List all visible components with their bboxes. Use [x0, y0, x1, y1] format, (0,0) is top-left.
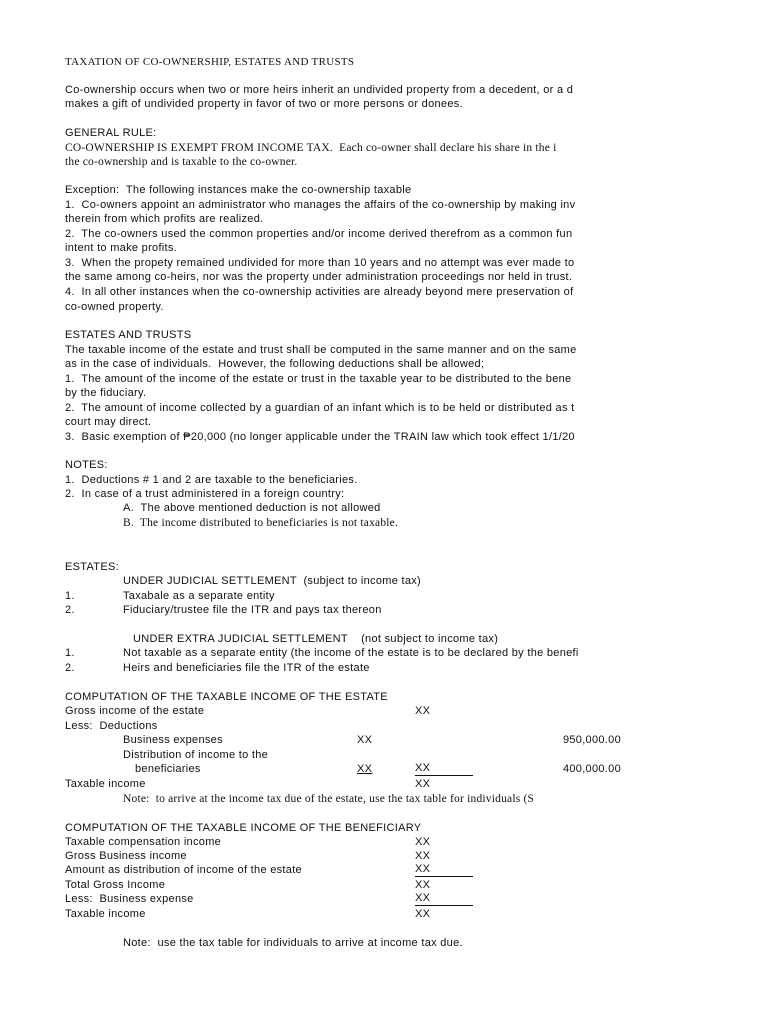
- row-amount: 950,000.00: [562, 734, 621, 746]
- row-value: XX: [415, 836, 431, 848]
- document-sheet: [65, 0, 621, 1024]
- row-label: Gross income of the estate: [65, 705, 205, 717]
- table-row: [65, 719, 621, 733]
- exception-heading: Exception: The following instances make the co-ownership taxable: [65, 184, 412, 196]
- notes-sub-item: B. The income distributed to beneficiaries is not taxable.: [123, 517, 399, 529]
- row-value: XX: [415, 778, 431, 790]
- estates-heading: ESTATES:: [65, 561, 119, 573]
- row-value: XX: [357, 734, 373, 746]
- list-item-text: Taxabale as a separate entity: [123, 590, 275, 602]
- estates-trusts-line: court may direct.: [65, 416, 152, 428]
- table-row: [65, 762, 621, 776]
- table-row: [65, 907, 621, 921]
- intro-line: makes a gift of undivided property in favor of two or more persons or donees.: [65, 98, 463, 110]
- table-row: [65, 748, 621, 762]
- beneficiary-computation-note: Note: use the tax table for individuals to arrive at income tax due.: [123, 937, 463, 949]
- row-value: XX: [415, 908, 431, 920]
- table-row: [65, 849, 621, 863]
- row-label: Less: Business expense: [65, 893, 194, 905]
- list-item-number: 2.: [65, 604, 75, 616]
- estates-trusts-line: The taxable income of the estate and trust shall be computed in the same manner and on the same: [65, 344, 577, 356]
- table-row: [65, 835, 621, 849]
- row-value: XX: [415, 762, 473, 776]
- row-label: beneficiaries: [135, 763, 201, 775]
- row-value: XX: [415, 863, 473, 877]
- page-title: TAXATION OF CO-OWNERSHIP, ESTATES AND TRUSTS: [65, 56, 355, 68]
- row-value: XX: [415, 879, 431, 891]
- general-rule-heading: GENERAL RULE:: [65, 127, 157, 139]
- table-row: [65, 892, 621, 906]
- exception-line: 1. Co-owners appoint an administrator who manages the affairs of the co-ownership by making inv: [65, 199, 576, 211]
- row-amount: 400,000.00: [562, 763, 621, 775]
- row-value: XX: [415, 892, 473, 906]
- table-row: [65, 863, 621, 877]
- exception-line: the same among co-heirs, nor was the property under administration proceedings nor held in trust.: [65, 271, 573, 283]
- row-label: Total Gross Income: [65, 879, 166, 891]
- estates-trusts-line: 1. The amount of the income of the estate or trust in the taxable year to be distributed to the bene: [65, 373, 572, 385]
- row-label: Distribution of income to the: [123, 749, 269, 761]
- exception-line: 4. In all other instances when the co-ownership activities are already beyond mere preservation of: [65, 286, 574, 298]
- row-label: Gross Business income: [65, 850, 187, 862]
- list-item-number: 2.: [65, 662, 75, 674]
- row-label: Business expenses: [123, 734, 223, 746]
- exception-line: therein from which profits are realized.: [65, 213, 264, 225]
- row-value: XX: [415, 705, 431, 717]
- notes-heading: NOTES:: [65, 459, 108, 471]
- row-label: Taxable income: [65, 778, 146, 790]
- row-label: Taxable compensation income: [65, 836, 222, 848]
- notes-line: 1. Deductions # 1 and 2 are taxable to the beneficiaries.: [65, 474, 358, 486]
- table-row: [65, 733, 621, 747]
- table-row: [65, 878, 621, 892]
- estates-trusts-line: as in the case of individuals. However, the following deductions shall be allowed;: [65, 358, 485, 370]
- estates-trusts-line: by the fiduciary.: [65, 387, 147, 399]
- general-rule-line: CO-OWNERSHIP IS EXEMPT FROM INCOME TAX. Each co-owner shall declare his share in the i: [65, 142, 557, 154]
- row-label: Amount as distribution of income of the estate: [65, 864, 302, 876]
- row-value: XX: [357, 763, 373, 775]
- list-item-text: Heirs and beneficiaries file the ITR of the estate: [123, 662, 370, 674]
- row-value: XX: [415, 850, 431, 862]
- estates-trusts-line: 2. The amount of income collected by a guardian of an infant which is to be held or distributed as t: [65, 402, 575, 414]
- exception-line: intent to make profits.: [65, 242, 178, 254]
- list-item-number: 1.: [65, 647, 75, 659]
- notes-line: 2. In case of a trust administered in a foreign country:: [65, 488, 345, 500]
- table-row: [65, 777, 621, 791]
- exception-line: 3. When the propety remained undivided for more than 10 years and no attempt was ever made to: [65, 257, 575, 269]
- list-item-number: 1.: [65, 590, 75, 602]
- judicial-settlement-heading: UNDER JUDICIAL SETTLEMENT (subject to income tax): [123, 575, 422, 587]
- exception-line: co-owned property.: [65, 301, 164, 313]
- intro-line: Co-ownership occurs when two or more heirs inherit an undivided property from a decedent, or a d: [65, 84, 574, 96]
- estates-trusts-line: 3. Basic exemption of ₱20,000 (no longer applicable under the TRAIN law which took effect 1/1/20: [65, 431, 575, 443]
- row-label: Less: Deductions: [65, 720, 158, 732]
- general-rule-line: the co-ownership and is taxable to the co-owner.: [65, 156, 298, 168]
- estate-computation-heading: COMPUTATION OF THE TAXABLE INCOME OF THE ESTATE: [65, 691, 388, 703]
- exception-line: 2. The co-owners used the common properties and/or income derived therefrom as a common fun: [65, 228, 573, 240]
- estate-computation-note: Note: to arrive at the income tax due of the estate, use the tax table for individuals (S: [123, 793, 535, 805]
- estates-trusts-heading: ESTATES AND TRUSTS: [65, 329, 192, 341]
- beneficiary-computation-heading: COMPUTATION OF THE TAXABLE INCOME OF THE BENEFICIARY: [65, 822, 422, 834]
- list-item-text: Not taxable as a separate entity (the income of the estate is to be declared by the benefi: [123, 647, 579, 659]
- notes-sub-item: A. The above mentioned deduction is not allowed: [123, 502, 381, 514]
- row-label: Taxable income: [65, 908, 146, 920]
- extra-judicial-settlement-heading: UNDER EXTRA JUDICIAL SETTLEMENT (not subject to income tax): [133, 633, 499, 645]
- table-row: [65, 704, 621, 718]
- list-item-text: Fiduciary/trustee file the ITR and pays tax thereon: [123, 604, 382, 616]
